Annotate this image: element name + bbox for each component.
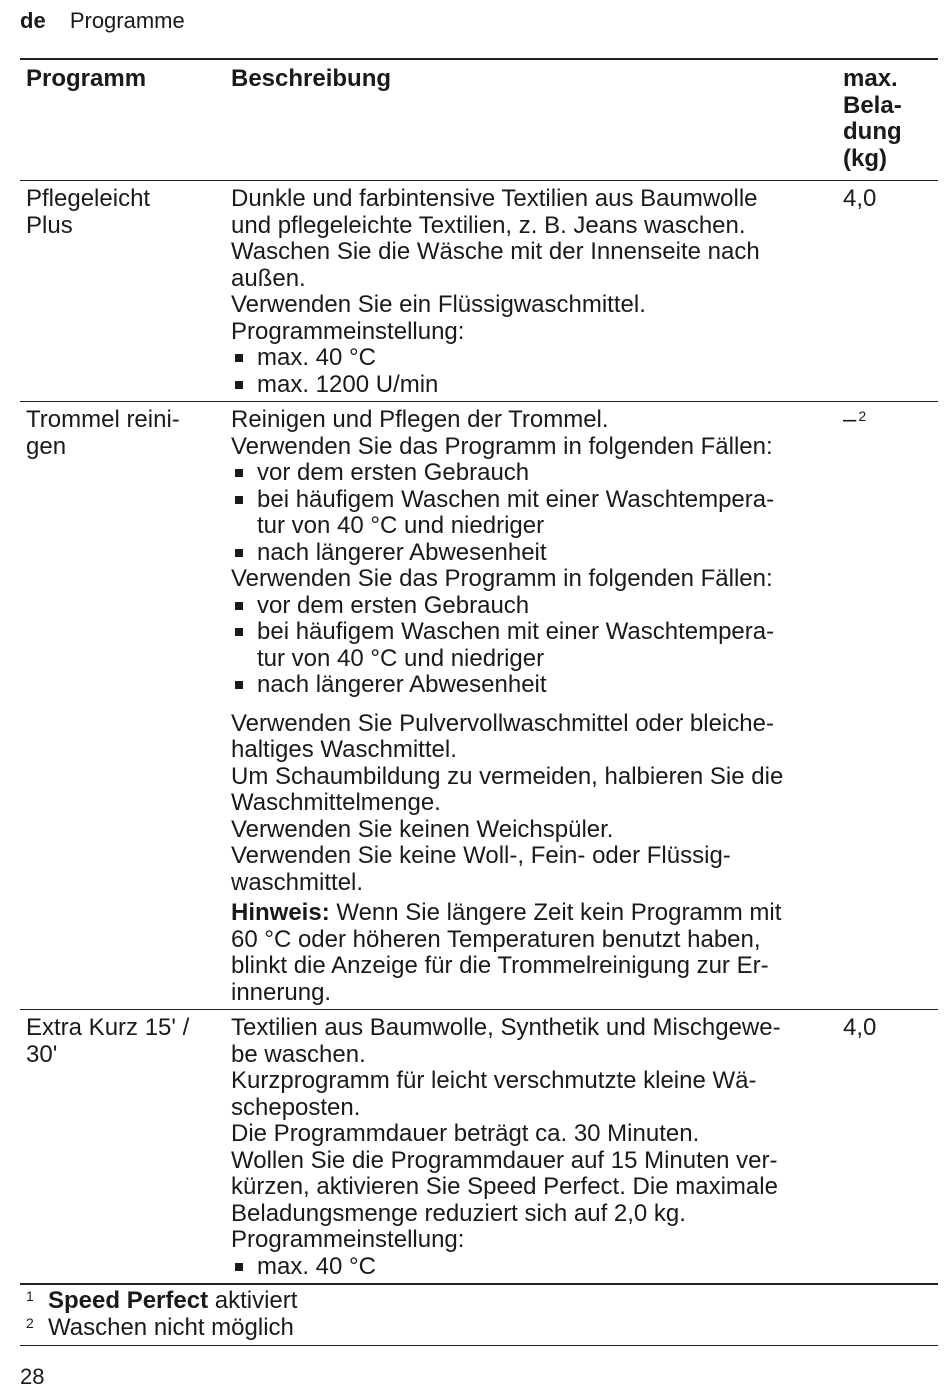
bullet-square-icon	[235, 496, 243, 504]
list-item: nach längerer Abwesenheit	[231, 540, 843, 567]
bullet-square-icon	[235, 628, 243, 636]
bullet-square-icon	[235, 469, 243, 477]
col-header-program: Programm	[26, 65, 147, 92]
program-name: Trommel reini- gen	[26, 406, 180, 460]
list-item: vor dem ersten Gebrauch	[231, 593, 843, 620]
section-title: Programme	[69, 8, 185, 33]
list-item: bei häufigem Waschen mit einer Waschtempera- tur von 40 °C und niedriger	[231, 619, 843, 672]
footnote: 2 Waschen nicht möglich	[26, 1314, 294, 1341]
table-row	[20, 1009, 938, 1283]
program-description: Reinigen und Pflegen der Trommel. Verwenden Sie das Programm in folgenden Fällen: vor dem ersten Gebrauch bei häufigem Waschen mit einer Waschtempera- tur von 40 °C und niedriger nach längerer Abwesenheit Verwenden Sie das Programm in folgenden Fällen: vor dem ersten Gebrauch bei häufigem Waschen mit einer Waschtempera- tur von 40 °C und niedriger nach längerer Abwesenheit Verwenden Sie Pulvervollwaschmittel oder bleiche- haltiges Waschmittel. Um Schaumbildung zu vermeiden, halbieren Sie die Waschmittelmenge. Verwenden Sie keinen Weichspüler. Verwenden Sie keine Woll-, Fein- oder Flüssig- waschmittel. Hinweis: Wenn Sie längere Zeit kein Programm mit 60 °C oder höheren Temperaturen benutzt haben, blinkt die Anzeige für die Trommelreinigung zur Er- innerung.	[231, 402, 843, 1009]
list-item: max. 40 °C	[231, 345, 843, 372]
bullet-square-icon	[235, 381, 243, 389]
program-name: Pflegeleicht Plus	[26, 185, 151, 239]
table-header-row	[20, 58, 938, 180]
program-table	[20, 58, 938, 1346]
list-item: vor dem ersten Gebrauch	[231, 460, 843, 487]
max-load: 4,0	[843, 185, 877, 212]
col-header-load: max. Bela- dung (kg)	[843, 65, 902, 172]
list-item: bei häufigem Waschen mit einer Waschtempera- tur von 40 °C und niedriger	[231, 487, 843, 540]
list-item: max. 1200 U/min	[231, 372, 843, 399]
table-row	[20, 180, 938, 401]
footnote-ref: 2	[858, 408, 867, 424]
footnotes	[20, 1283, 938, 1346]
col-header-description: Beschreibung	[231, 65, 392, 92]
note: Hinweis: Wenn Sie längere Zeit kein Programm mit	[231, 899, 782, 926]
footnote: 1 Speed Perfect aktiviert	[26, 1287, 298, 1314]
max-load: 4,0	[843, 1014, 877, 1041]
program-name: Extra Kurz 15' / 30'	[26, 1014, 190, 1068]
program-description: Textilien aus Baumwolle, Synthetik und Mischgewe- be waschen. Kurzprogramm für leicht verschmutzte kleine Wä- scheposten. Die Programmdauer beträgt ca. 30 Minuten. Wollen Sie die Programmdauer auf 15 Minuten ver- kürzen, aktivieren Sie Speed Perfect. Die maximale Beladungsmenge reduziert sich auf 2,0 kg. Programmeinstellung: max. 40 °C	[231, 1010, 843, 1283]
page-number: 28	[20, 1364, 45, 1389]
list-item: max. 40 °C	[231, 1254, 843, 1281]
table-row	[20, 401, 938, 1009]
bullet-square-icon	[235, 354, 243, 362]
max-load: – $^2$	[843, 406, 867, 433]
bullet-square-icon	[235, 681, 243, 689]
bullet-square-icon	[235, 1263, 243, 1271]
bullet-square-icon	[235, 602, 243, 610]
language-code: de	[20, 8, 46, 33]
bullet-square-icon	[235, 549, 243, 557]
page-header	[20, 8, 185, 34]
list-item: nach längerer Abwesenheit	[231, 672, 843, 699]
program-description: Dunkle und farbintensive Textilien aus Baumwolle und pflegeleichte Textilien, z. B. Jeans waschen. Waschen Sie die Wäsche mit der Innenseite nach außen. Verwenden Sie ein Flüssigwaschmittel. Programmeinstellung: max. 40 °C max. 1200 U/min	[231, 181, 843, 401]
